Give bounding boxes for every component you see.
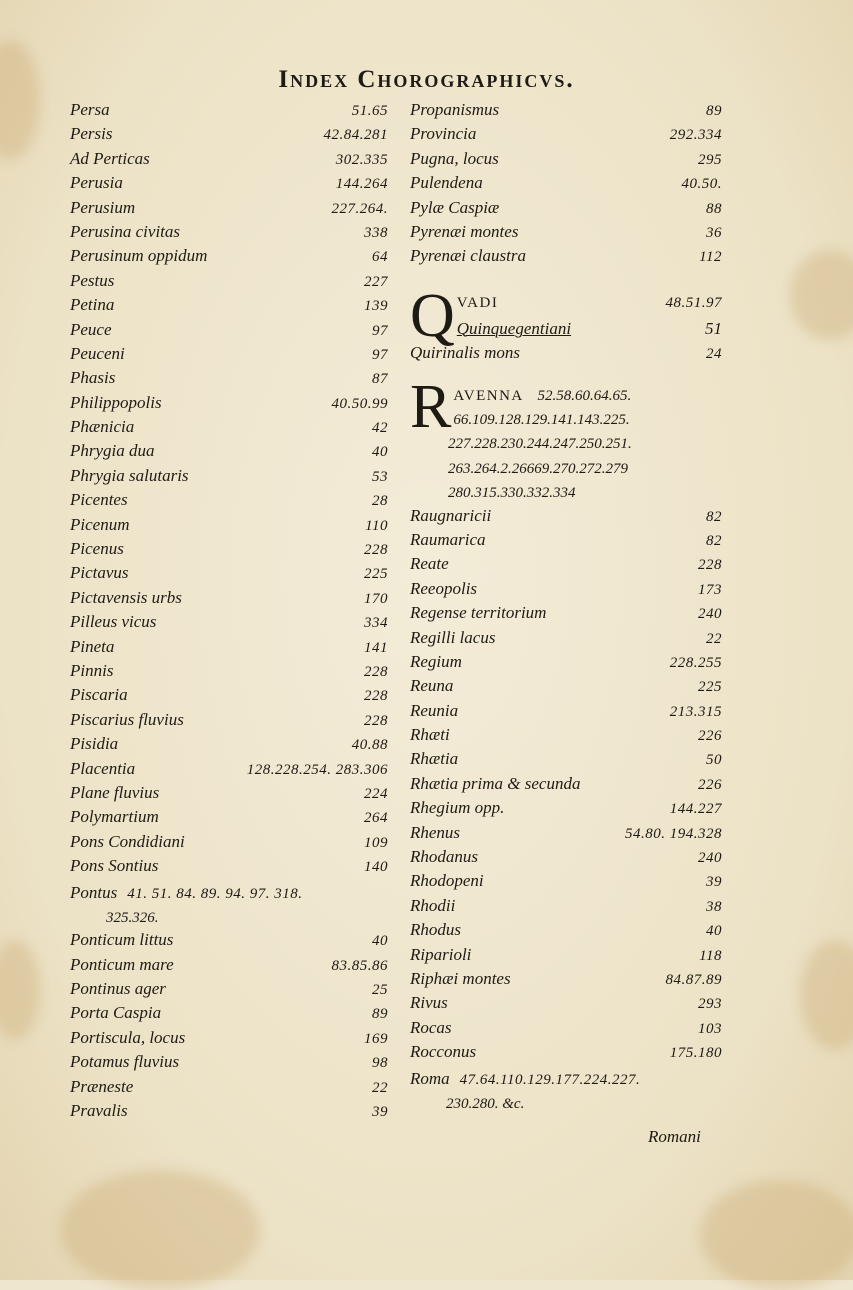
page-stain	[60, 1170, 260, 1290]
index-entry	[410, 798, 722, 822]
index-entry	[410, 1067, 722, 1117]
index-entry	[70, 417, 388, 441]
index-entry	[70, 612, 388, 636]
entry-term: Regense territorium	[410, 603, 547, 623]
entry-term: Pestus	[70, 270, 115, 290]
entry-pages: 295	[698, 151, 722, 168]
page-stain	[790, 250, 853, 340]
entry-term: Pictavensis urbs	[70, 587, 182, 607]
index-entry	[410, 896, 722, 920]
entry-term: Regilli lacus	[410, 627, 496, 647]
index-entry	[70, 466, 388, 490]
page-stain	[800, 940, 853, 1050]
entry-pages-continued: 325.326.	[106, 909, 159, 926]
index-entry	[410, 676, 722, 700]
entry-term: Pyrenæi montes	[410, 221, 519, 241]
entry-term: Persis	[70, 124, 113, 144]
index-entry	[410, 506, 722, 530]
index-entry	[70, 393, 388, 417]
entry-term: Rhegium opp.	[410, 798, 505, 818]
index-entry	[70, 955, 388, 979]
entry-pages: 227	[364, 273, 388, 290]
index-entry	[70, 1101, 388, 1125]
entry-term: Rocconus	[410, 1042, 477, 1062]
entry-pages: 226	[698, 776, 722, 793]
entry-pages: 228	[364, 712, 388, 729]
entry-pages: 22	[372, 1079, 388, 1096]
entry-term: Pulendena	[410, 173, 483, 193]
index-entry	[70, 661, 388, 685]
index-entry	[410, 222, 722, 246]
index-entry	[70, 979, 388, 1003]
entry-term: Pictavus	[70, 563, 129, 583]
index-column-right	[410, 100, 722, 1116]
entry-pages: 82	[706, 532, 722, 549]
entry-pages-continued: 280.315.330.332.334	[448, 485, 576, 502]
entry-pages: 22	[706, 630, 722, 647]
catchword: Romani	[648, 1127, 701, 1146]
entry-term: Pyrenæi claustra	[410, 246, 526, 266]
index-entry	[410, 603, 722, 627]
entry-term: Pinnis	[70, 660, 114, 680]
index-entry-lead	[410, 380, 722, 408]
entry-term: Petina	[70, 295, 115, 315]
entry-term: Pravalis	[70, 1101, 128, 1121]
section-r	[410, 372, 722, 1117]
entry-pages: 224	[364, 785, 388, 802]
entry-term: Pylæ Caspiæ	[410, 197, 500, 217]
entry-term: Peuce	[70, 319, 112, 339]
index-entry	[410, 579, 722, 603]
index-entry	[410, 847, 722, 871]
index-entry	[70, 515, 388, 539]
index-entry	[70, 1077, 388, 1101]
index-entry	[70, 441, 388, 465]
entry-term: Rhætia prima & secunda	[410, 773, 581, 793]
entry-term: Polymartium	[70, 807, 159, 827]
entry-pages: 225	[698, 679, 722, 696]
index-entry	[70, 100, 388, 124]
entry-term: Rhodii	[410, 895, 456, 915]
entry-pages: 144.264	[335, 176, 388, 193]
index-entry	[70, 930, 388, 954]
entry-term: Philippopolis	[70, 392, 162, 412]
entry-term: Plane fluvius	[70, 782, 160, 802]
drop-initial-q: Q	[410, 281, 455, 350]
entry-pages: 103	[698, 1020, 722, 1037]
entry-term: Reeopolis	[410, 578, 478, 598]
entries-p-continued	[410, 100, 722, 271]
drop-initial-r: R	[410, 372, 452, 441]
entry-pages: 82	[706, 508, 722, 525]
entry-term: Phrygia salutaris	[70, 465, 189, 485]
entry-pages: 41. 51. 84. 89. 94. 97. 318.	[127, 885, 303, 902]
entry-term: Reate	[410, 554, 449, 574]
index-entry	[70, 222, 388, 246]
index-entry	[70, 759, 388, 783]
entry-term: Ponticum littus	[70, 930, 174, 950]
index-entry	[70, 685, 388, 709]
entry-pages: 48.51.97	[665, 294, 722, 311]
entry-pages: 40	[706, 923, 722, 940]
entry-term: Pugna, locus	[410, 148, 499, 168]
index-entry	[410, 1018, 722, 1042]
entry-pages: 40	[372, 444, 388, 461]
entry-pages: 36	[706, 224, 722, 241]
index-entry	[70, 490, 388, 514]
index-entry	[70, 637, 388, 661]
entry-pages: 50	[706, 752, 722, 769]
entry-pages: 40.88	[351, 737, 388, 754]
entry-pages: 213.315	[669, 703, 722, 720]
entry-pages: 227.264.	[331, 200, 388, 217]
entry-term: Phrygia dua	[70, 441, 155, 461]
entry-pages: 264	[364, 810, 388, 827]
entry-term: Pontinus ager	[70, 979, 166, 999]
index-entry	[410, 124, 722, 148]
index-entry	[410, 100, 722, 124]
entry-term: Potamus fluvius	[70, 1052, 180, 1072]
entry-term: Reuna	[410, 676, 454, 696]
entry-pages: 97	[372, 346, 388, 363]
index-entry	[457, 319, 722, 343]
entry-pages-continued: 227.228.230.244.247.250.251.	[448, 436, 632, 453]
index-entry	[70, 832, 388, 856]
entry-term: Pisidia	[70, 734, 119, 754]
entry-pages: 24	[706, 346, 722, 363]
entry-pages: 98	[372, 1055, 388, 1072]
entry-term: Phasis	[70, 368, 116, 388]
index-entry	[410, 173, 722, 197]
entry-pages: 144.227	[669, 801, 722, 818]
entry-term: Pons Condidiani	[70, 831, 185, 851]
entry-pages: 228	[364, 688, 388, 705]
entry-term: Perusina civitas	[70, 221, 181, 241]
entry-term: Roma	[410, 1068, 450, 1088]
index-entry	[70, 881, 388, 931]
entry-term: Rhodus	[410, 920, 461, 940]
index-entry	[70, 563, 388, 587]
entry-pages: 47.64.110.129.177.224.227.	[459, 1071, 641, 1088]
index-entry	[70, 734, 388, 758]
entry-pages: 118	[699, 947, 722, 964]
page-title: Index Chorographicvs.	[278, 66, 575, 93]
entry-term: Raugnaricii	[410, 505, 492, 525]
index-entry	[410, 246, 722, 270]
index-entry	[70, 710, 388, 734]
index-entry-lead	[457, 289, 722, 319]
entry-term: Piscarius fluvius	[70, 709, 184, 729]
entry-term: Picentes	[70, 490, 128, 510]
entry-term: Rocas	[410, 1017, 452, 1037]
entry-pages: 89	[706, 103, 722, 119]
entry-pages: 51	[705, 318, 722, 338]
entry-pages: 40.50.	[681, 176, 722, 193]
entry-term: Raumarica	[410, 529, 486, 549]
entry-pages: 40.50.99	[331, 395, 388, 412]
entry-pages: 228	[364, 663, 388, 680]
entry-pages-continued: 230.280. &c.	[446, 1095, 525, 1112]
entry-pages: 169	[364, 1030, 388, 1047]
entry-term: Picenum	[70, 514, 130, 534]
page-stain	[700, 1180, 853, 1290]
entry-pages: 89	[372, 1006, 388, 1023]
index-entry	[70, 588, 388, 612]
page-stain	[0, 40, 40, 160]
entry-pages: 175.180	[669, 1045, 722, 1062]
index-entry	[410, 823, 722, 847]
index-entry	[70, 271, 388, 295]
entry-pages: 40	[372, 933, 388, 950]
index-entry	[70, 198, 388, 222]
entry-term: Præneste	[70, 1076, 134, 1096]
entry-pages: 84.87.89	[665, 971, 722, 988]
index-entry	[70, 295, 388, 319]
entry-pages: 83.85.86	[331, 957, 388, 974]
entry-pages: 64	[372, 249, 388, 266]
entry-pages: 87	[372, 371, 388, 388]
entry-term: Pilleus vicus	[70, 612, 157, 632]
entry-term: Placentia	[70, 758, 136, 778]
entry-term: Rhodopeni	[410, 871, 484, 891]
entry-pages: 173	[698, 581, 722, 598]
entry-pages-continued: 66.109.128.129.141.143.225.	[453, 411, 630, 428]
index-entry	[70, 783, 388, 807]
index-entry	[410, 993, 722, 1017]
entry-term: Perusium	[70, 197, 136, 217]
index-entry	[70, 1003, 388, 1027]
index-entry	[410, 871, 722, 895]
entry-pages: 51.65	[351, 103, 388, 119]
index-entry	[410, 920, 722, 944]
entry-term: Reunia	[410, 700, 459, 720]
index-entry	[70, 539, 388, 563]
index-entry	[70, 344, 388, 368]
entry-term: Propanismus	[410, 100, 500, 119]
section-q	[410, 281, 722, 368]
entry-pages: 240	[698, 850, 722, 867]
index-entry	[410, 554, 722, 578]
entry-pages: 109	[364, 834, 388, 851]
entry-term: Ponticum mare	[70, 954, 174, 974]
entry-pages: 97	[372, 322, 388, 339]
entry-term: Persa	[70, 100, 110, 119]
index-column-left	[70, 100, 388, 1125]
index-entry	[410, 725, 722, 749]
entry-term: Quirinalis mons	[410, 343, 521, 363]
index-entry	[70, 320, 388, 344]
index-entry	[70, 149, 388, 173]
entry-term: AVENNA	[453, 387, 524, 404]
entry-pages: 42.84.281	[323, 127, 388, 144]
index-entry	[410, 774, 722, 798]
entry-pages: 338	[364, 224, 388, 241]
entry-pages: 302.335	[335, 151, 388, 168]
entry-pages: 110	[365, 517, 388, 534]
entry-pages: 88	[706, 200, 722, 217]
entry-term: Riphæi montes	[410, 968, 511, 988]
entry-term: Rhætia	[410, 749, 459, 769]
entry-term: Portiscula, locus	[70, 1027, 186, 1047]
index-entry	[410, 1042, 722, 1066]
index-entry	[410, 701, 722, 725]
entry-pages: 128.228.254. 283.306	[246, 761, 388, 778]
index-entry	[410, 945, 722, 969]
entry-term: Rhodanus	[410, 847, 478, 867]
entry-pages-continued: 263.264.2.26669.270.272.279	[448, 460, 628, 477]
entry-pages: 25	[372, 982, 388, 999]
index-entry	[70, 1028, 388, 1052]
entry-pages: 228.255	[669, 654, 722, 671]
index-entry	[70, 246, 388, 270]
entry-pages: 170	[364, 590, 388, 607]
entry-term: Quinquegentiani	[456, 318, 572, 338]
index-entry	[410, 749, 722, 773]
entry-pages: 140	[364, 859, 388, 876]
entries-r	[410, 506, 722, 1117]
entry-pages: 292.334	[669, 127, 722, 144]
index-entry	[410, 198, 722, 222]
entry-pages: 293	[698, 996, 722, 1013]
entry-term: Perusia	[70, 173, 123, 193]
entry-pages: 228	[364, 542, 388, 559]
page-stain	[0, 940, 40, 1040]
index-entry	[410, 969, 722, 993]
entry-term: Rivus	[410, 993, 448, 1013]
entry-pages: 226	[698, 728, 722, 745]
entry-term: Rhæti	[410, 725, 450, 745]
entry-term: Regium	[410, 651, 462, 671]
entry-term: Pons Sontius	[70, 856, 159, 876]
entry-term: Pontus	[70, 882, 118, 902]
index-entry	[410, 149, 722, 173]
entry-term: Provincia	[410, 124, 477, 144]
index-entry	[70, 856, 388, 880]
entry-term: Peuceni	[70, 343, 125, 363]
entry-term: Ad Perticas	[70, 148, 150, 168]
index-entry	[410, 628, 722, 652]
entry-term: VADI	[456, 294, 499, 311]
entry-pages: 39	[372, 1104, 388, 1121]
index-entry	[70, 368, 388, 392]
index-entry	[70, 124, 388, 148]
entry-pages: 228	[698, 557, 722, 574]
entry-pages: 39	[706, 874, 722, 891]
index-entry	[410, 652, 722, 676]
index-entry	[410, 530, 722, 554]
entry-pages: 112	[699, 249, 722, 266]
entry-term: Phænicia	[70, 417, 135, 437]
entry-pages: 53	[372, 468, 388, 485]
entry-term: Picenus	[70, 539, 124, 559]
entry-pages: 38	[706, 898, 722, 915]
index-entry	[70, 1052, 388, 1076]
entry-pages: 225	[364, 566, 388, 583]
entry-pages: 141	[364, 639, 388, 656]
entry-term: Perusinum oppidum	[70, 246, 208, 266]
index-entry	[70, 173, 388, 197]
entry-pages: 139	[364, 298, 388, 315]
entry-pages: 28	[372, 493, 388, 510]
entry-term: Porta Caspia	[70, 1003, 162, 1023]
entry-term: Riparioli	[410, 944, 472, 964]
entry-pages: 54.80. 194.328	[625, 825, 722, 842]
entry-pages: 334	[364, 615, 388, 632]
entry-term: Piscaria	[70, 685, 128, 705]
entry-term: Rhenus	[410, 822, 461, 842]
entry-pages: 42	[372, 420, 388, 437]
entry-term: Pineta	[70, 636, 115, 656]
entry-pages: 240	[698, 606, 722, 623]
index-entry	[70, 807, 388, 831]
entry-pages: 52.58.60.64.65.	[537, 387, 632, 404]
index-entry	[410, 343, 722, 367]
